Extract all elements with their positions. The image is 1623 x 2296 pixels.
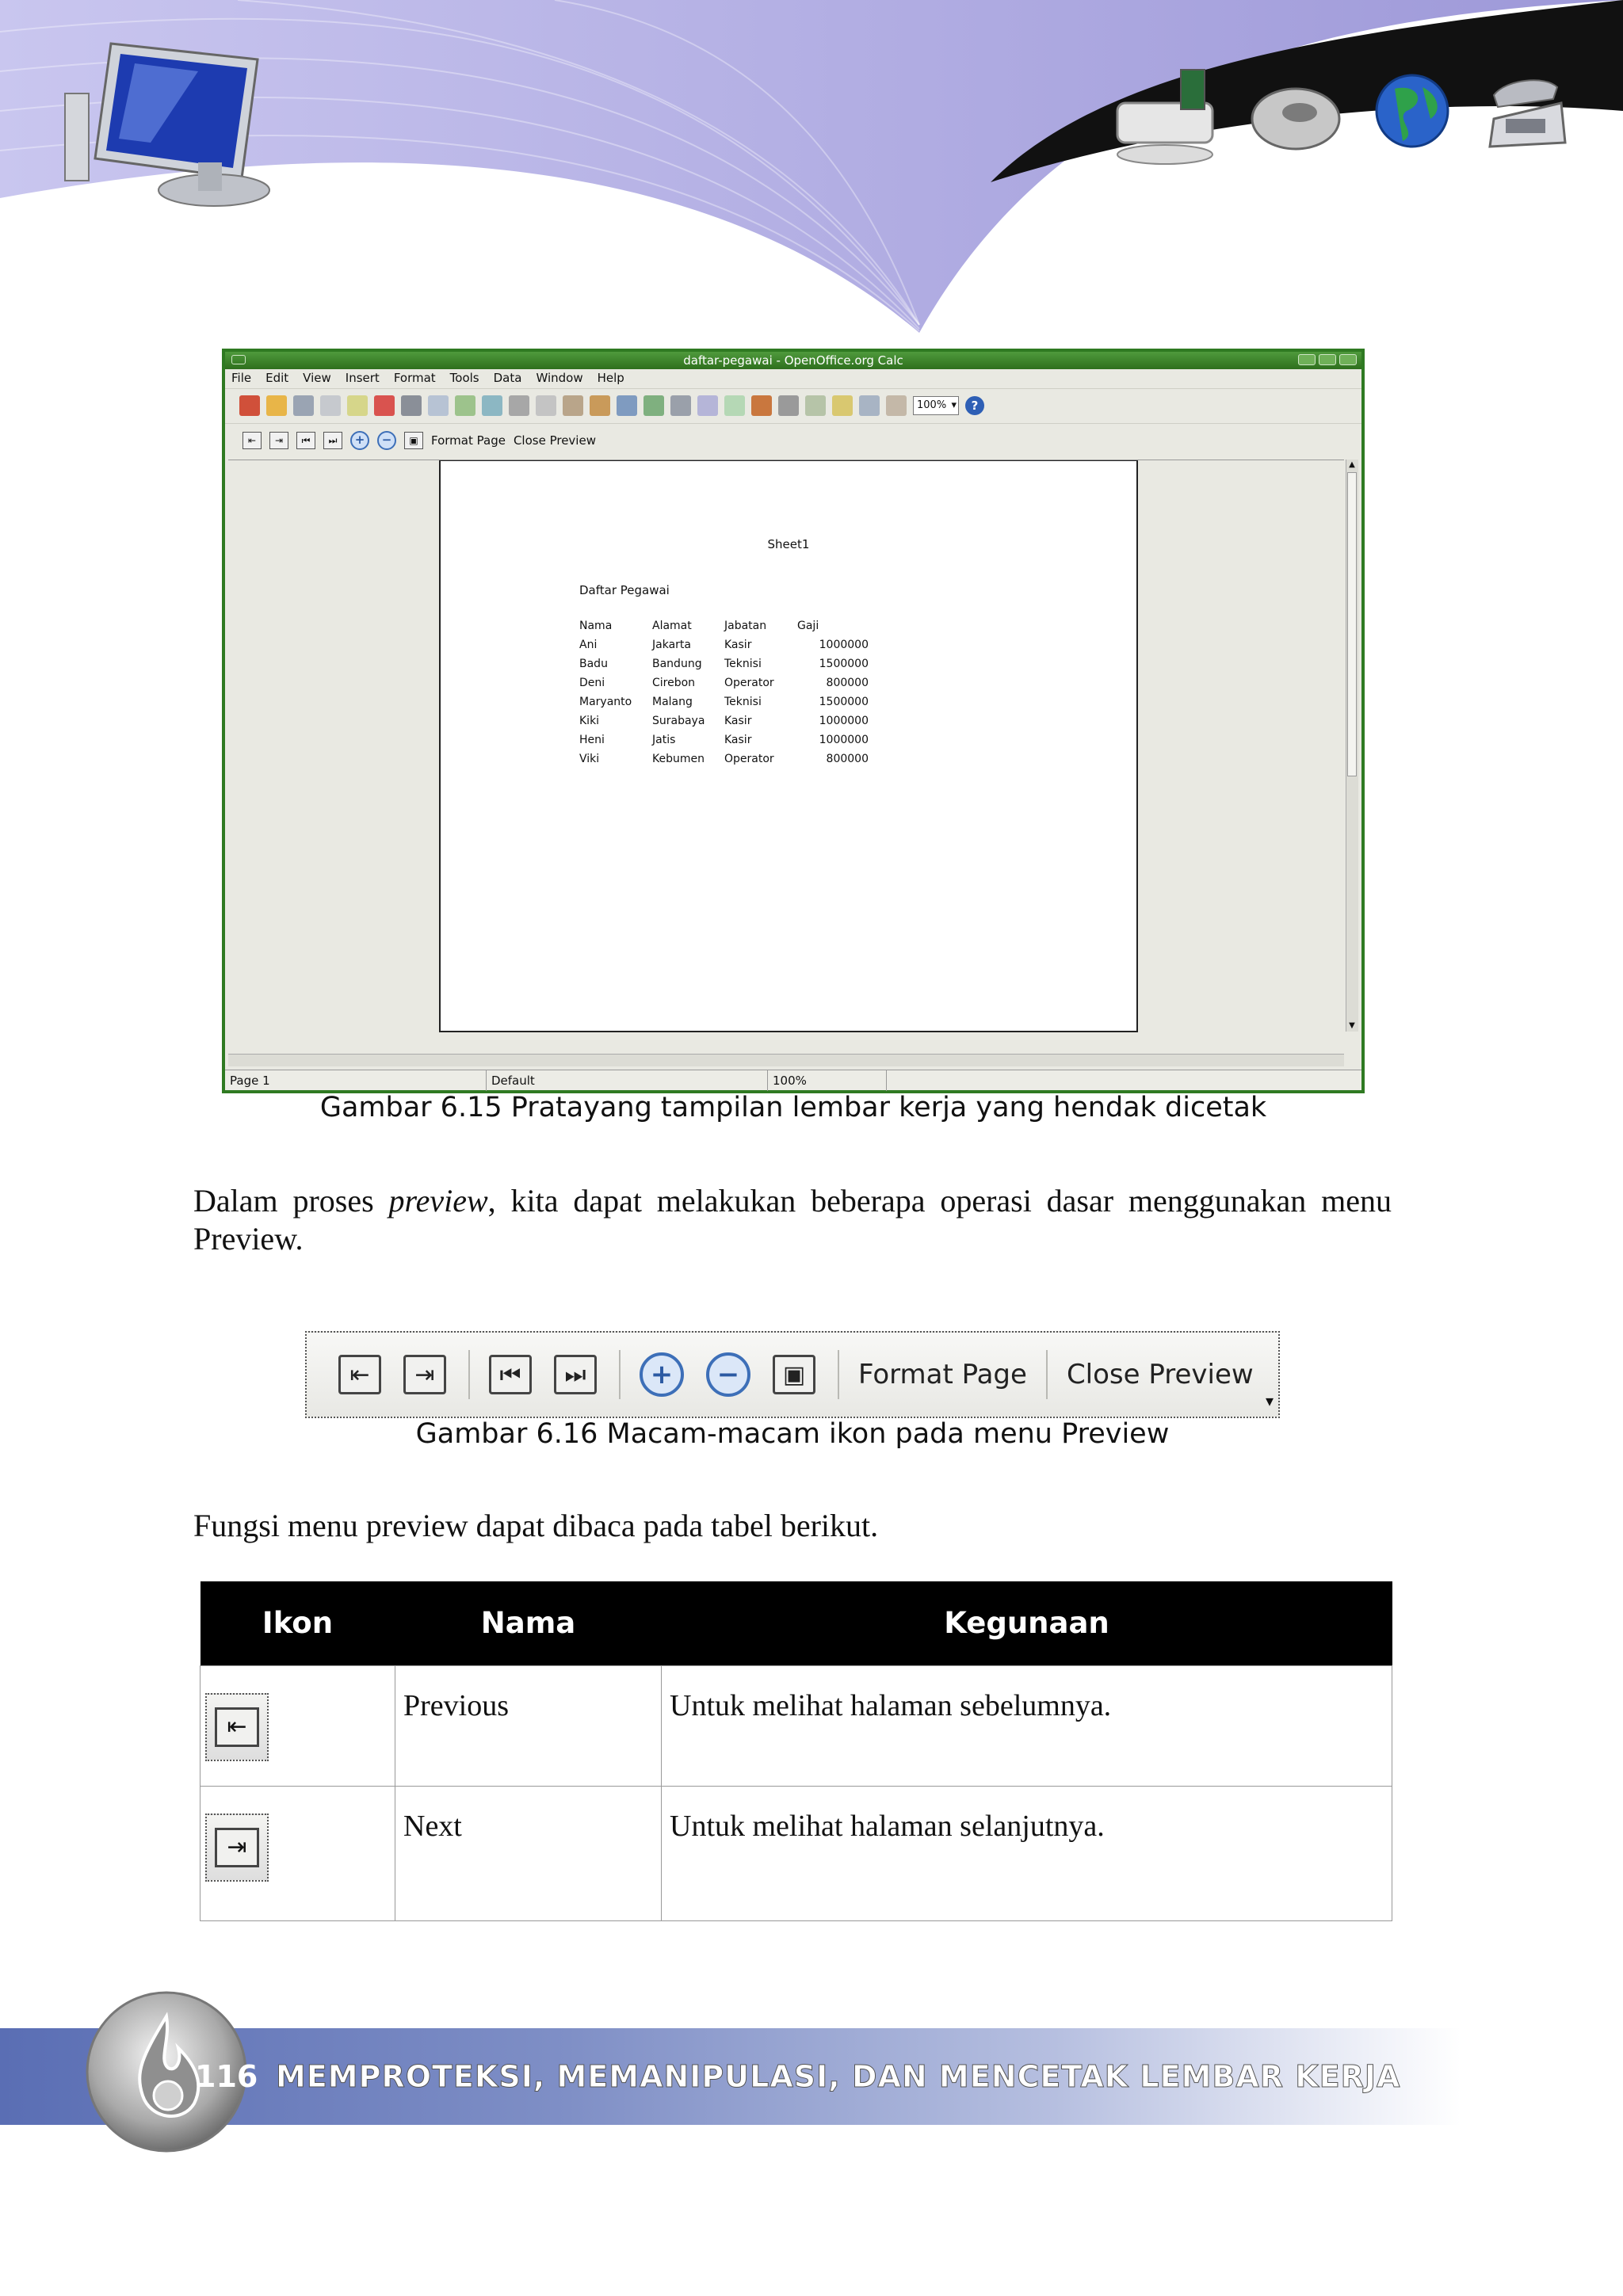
full-screen-icon[interactable]: ▣ <box>404 432 423 449</box>
col-header-jabatan: Jabatan <box>724 620 767 632</box>
cell-jabatan: Operator <box>724 753 774 765</box>
window-titlebar <box>225 352 1361 369</box>
hyperlink-icon[interactable] <box>670 395 691 416</box>
toolbar-overflow-icon[interactable]: ▾ <box>1265 1391 1274 1410</box>
page-number: 116 <box>195 2059 258 2094</box>
menu-view[interactable]: View <box>303 371 331 385</box>
sort-ascending-icon[interactable] <box>697 395 718 416</box>
paragraph-table-intro: Fungsi menu preview dapat dibaca pada tabel berikut. <box>193 1508 879 1543</box>
globe-icon <box>1377 75 1448 147</box>
menu-tools[interactable]: Tools <box>449 371 479 385</box>
cell-jabatan: Kasir <box>724 639 752 651</box>
close-preview-button[interactable]: Close Preview <box>513 433 596 448</box>
zoom-in-icon[interactable]: + <box>350 431 369 450</box>
cell-nama: Heni <box>579 734 605 746</box>
preview-area <box>228 460 1344 1032</box>
table-row <box>579 711 869 730</box>
find-replace-icon[interactable] <box>805 395 826 416</box>
cell-jabatan: Teknisi <box>724 658 762 670</box>
zoom-out-icon[interactable]: − <box>377 431 396 450</box>
cell-nama: Next <box>395 1786 662 1920</box>
col-header-nama: Nama <box>579 620 613 632</box>
header-wave-graphic <box>0 0 1623 349</box>
para1-before: Dalam proses <box>193 1183 389 1219</box>
chapter-title: MEMPROTEKSI, MEMANIPULASI, DAN MENCETAK LEMBAR KERJA <box>276 2059 1401 2094</box>
chart-icon[interactable] <box>751 395 772 416</box>
preview-page <box>439 460 1138 1032</box>
col-header-nama: Nama <box>395 1581 662 1665</box>
cell-kegunaan: Untuk melihat halaman sebelumnya. <box>662 1665 1392 1786</box>
next-page-icon: ⇥ <box>205 1814 269 1882</box>
cell-gaji: 1000000 <box>819 639 869 651</box>
cell-gaji: 800000 <box>826 753 869 765</box>
cell-alamat: Jatis <box>652 734 676 746</box>
cell-nama: Deni <box>579 677 605 689</box>
cell-alamat: Malang <box>652 696 693 708</box>
zoom-select[interactable]: 100% ▾ <box>913 396 959 415</box>
print-icon[interactable] <box>401 395 422 416</box>
calc-window-screenshot <box>222 349 1365 1093</box>
close-preview-button[interactable]: Close Preview <box>1066 1359 1254 1390</box>
status-bar <box>225 1070 1361 1090</box>
navigator-icon[interactable] <box>832 395 853 416</box>
col-header-alamat: Alamat <box>652 620 692 632</box>
cell-nama: Badu <box>579 658 608 670</box>
spellcheck-icon[interactable] <box>455 395 475 416</box>
col-header-gaji: Gaji <box>797 620 819 632</box>
cell-nama: Viki <box>579 753 600 765</box>
table-row <box>200 1665 1392 1786</box>
table-header-row <box>579 616 869 635</box>
cell-alamat: Cirebon <box>652 677 696 689</box>
vertical-scrollbar[interactable] <box>1346 460 1358 1032</box>
save-icon[interactable] <box>293 395 314 416</box>
page-preview-icon[interactable] <box>428 395 449 416</box>
scroll-thumb[interactable] <box>1347 472 1357 776</box>
status-page-style: Default <box>487 1070 768 1091</box>
mouse-icon <box>1252 89 1339 149</box>
window-menu-icon[interactable] <box>231 355 246 364</box>
cell-nama: Ani <box>579 639 598 651</box>
menu-edit[interactable]: Edit <box>265 371 289 385</box>
col-header-ikon: Ikon <box>200 1581 395 1665</box>
employee-table <box>579 616 869 769</box>
para1-italic-term: preview <box>388 1183 488 1219</box>
status-zoom: 100% <box>768 1070 887 1091</box>
cell-jabatan: Teknisi <box>724 696 762 708</box>
para1-after: , kita dapat melakukan beberapa operasi dasar menggunakan menu Preview. <box>193 1183 1392 1257</box>
cell-ikon <box>200 1665 395 1786</box>
cell-jabatan: Operator <box>724 677 774 689</box>
window-title: daftar-pegawai - OpenOffice.org Calc <box>683 353 903 368</box>
cell-gaji: 1000000 <box>819 715 869 727</box>
cell-jabatan: Kasir <box>724 715 752 727</box>
help-icon[interactable]: ? <box>965 396 984 415</box>
cell-ikon <box>200 1786 395 1920</box>
close-icon[interactable] <box>1339 354 1357 365</box>
cell-alamat: Kebumen <box>652 753 705 765</box>
cell-jabatan: Kasir <box>724 734 752 746</box>
document-title: Daftar Pegawai <box>579 583 670 597</box>
cell-gaji: 1500000 <box>819 696 869 708</box>
menu-format[interactable]: Format <box>393 371 436 385</box>
table-header-row <box>200 1581 1392 1665</box>
preview-function-table <box>200 1581 1392 1921</box>
export-pdf-icon[interactable] <box>374 395 395 416</box>
new-document-icon[interactable] <box>239 395 260 416</box>
toolbar-separator <box>838 1350 839 1399</box>
next-page-icon[interactable]: ⇥ <box>269 432 288 449</box>
toolbar-separator <box>468 1350 470 1399</box>
menu-bar <box>225 369 1361 387</box>
format-page-button[interactable]: Format Page <box>858 1359 1027 1390</box>
cut-icon[interactable] <box>509 395 529 416</box>
table-row <box>579 749 869 769</box>
scroll-up-arrow-icon[interactable]: ▲ <box>1349 460 1355 469</box>
maximize-icon[interactable] <box>1319 354 1336 365</box>
zoom-in-icon[interactable]: + <box>640 1352 684 1397</box>
previous-page-icon: ⇤ <box>205 1693 269 1761</box>
cell-kegunaan: Untuk melihat halaman selanjutnya. <box>662 1786 1392 1920</box>
cell-nama: Kiki <box>579 715 600 727</box>
edit-file-icon[interactable] <box>347 395 368 416</box>
table-row <box>579 673 869 692</box>
cell-alamat: Surabaya <box>652 715 705 727</box>
format-page-button[interactable]: Format Page <box>431 433 506 448</box>
figure-6-16-caption: Gambar 6.16 Macam-macam ikon pada menu Preview <box>415 1418 1170 1450</box>
figure-6-15-caption: Gambar 6.15 Pratayang tampilan lembar kerja yang hendak dicetak <box>319 1092 1267 1123</box>
table-row <box>579 692 869 711</box>
standard-toolbar <box>225 388 1361 421</box>
gallery-icon[interactable] <box>859 395 880 416</box>
status-page: Page 1 <box>225 1070 487 1091</box>
previous-page-icon[interactable]: ⇤ <box>338 1355 381 1394</box>
paste-icon[interactable] <box>563 395 583 416</box>
cell-gaji: 1500000 <box>819 658 869 670</box>
undo-icon[interactable] <box>617 395 637 416</box>
sort-descending-icon[interactable] <box>724 395 745 416</box>
minimize-icon[interactable] <box>1298 354 1316 365</box>
copy-icon[interactable] <box>536 395 556 416</box>
toolbar-separator <box>619 1350 621 1399</box>
menu-file[interactable]: File <box>231 371 252 385</box>
cell-alamat: Bandung <box>652 658 702 670</box>
cell-nama: Previous <box>395 1665 662 1786</box>
email-icon[interactable] <box>320 395 341 416</box>
cell-alamat: Jakarta <box>652 639 691 651</box>
last-page-icon[interactable]: ⏭ <box>554 1355 597 1394</box>
first-page-icon[interactable]: ⏮ <box>489 1355 532 1394</box>
last-page-icon[interactable]: ⏭ <box>323 432 342 449</box>
full-screen-icon[interactable]: ▣ <box>773 1355 815 1394</box>
zoom-out-icon[interactable]: − <box>706 1352 750 1397</box>
cell-gaji: 800000 <box>826 677 869 689</box>
scroll-down-arrow-icon[interactable]: ▼ <box>1349 1021 1355 1030</box>
previous-page-icon[interactable]: ⇤ <box>242 432 262 449</box>
sheet-header-label: Sheet1 <box>767 537 810 551</box>
draw-functions-icon[interactable] <box>778 395 799 416</box>
paragraph-preview-intro <box>193 1182 1392 1258</box>
toolbar-separator <box>1046 1350 1048 1399</box>
table-row <box>579 635 869 654</box>
menu-data[interactable]: Data <box>493 371 522 385</box>
autospellcheck-icon[interactable] <box>482 395 502 416</box>
next-page-icon[interactable]: ⇥ <box>403 1355 446 1394</box>
table-row <box>579 730 869 749</box>
col-header-kegunaan: Kegunaan <box>662 1581 1392 1665</box>
table-row <box>200 1786 1392 1920</box>
preview-toolbar-small <box>225 423 1361 456</box>
redo-icon[interactable] <box>643 395 664 416</box>
datasources-icon[interactable] <box>886 395 907 416</box>
menu-help[interactable]: Help <box>597 371 624 385</box>
horizontal-scrollbar[interactable] <box>228 1054 1344 1066</box>
preview-toolbar-figure <box>305 1331 1280 1418</box>
menu-insert[interactable]: Insert <box>345 371 380 385</box>
first-page-icon[interactable]: ⏮ <box>296 432 315 449</box>
menu-window[interactable]: Window <box>536 371 583 385</box>
open-folder-icon[interactable] <box>266 395 287 416</box>
cell-gaji: 1000000 <box>819 734 869 746</box>
table-row <box>579 654 869 673</box>
format-paintbrush-icon[interactable] <box>590 395 610 416</box>
telephone-icon <box>1490 80 1565 147</box>
page-header-decoration <box>0 0 1623 349</box>
cell-nama: Maryanto <box>579 696 632 708</box>
